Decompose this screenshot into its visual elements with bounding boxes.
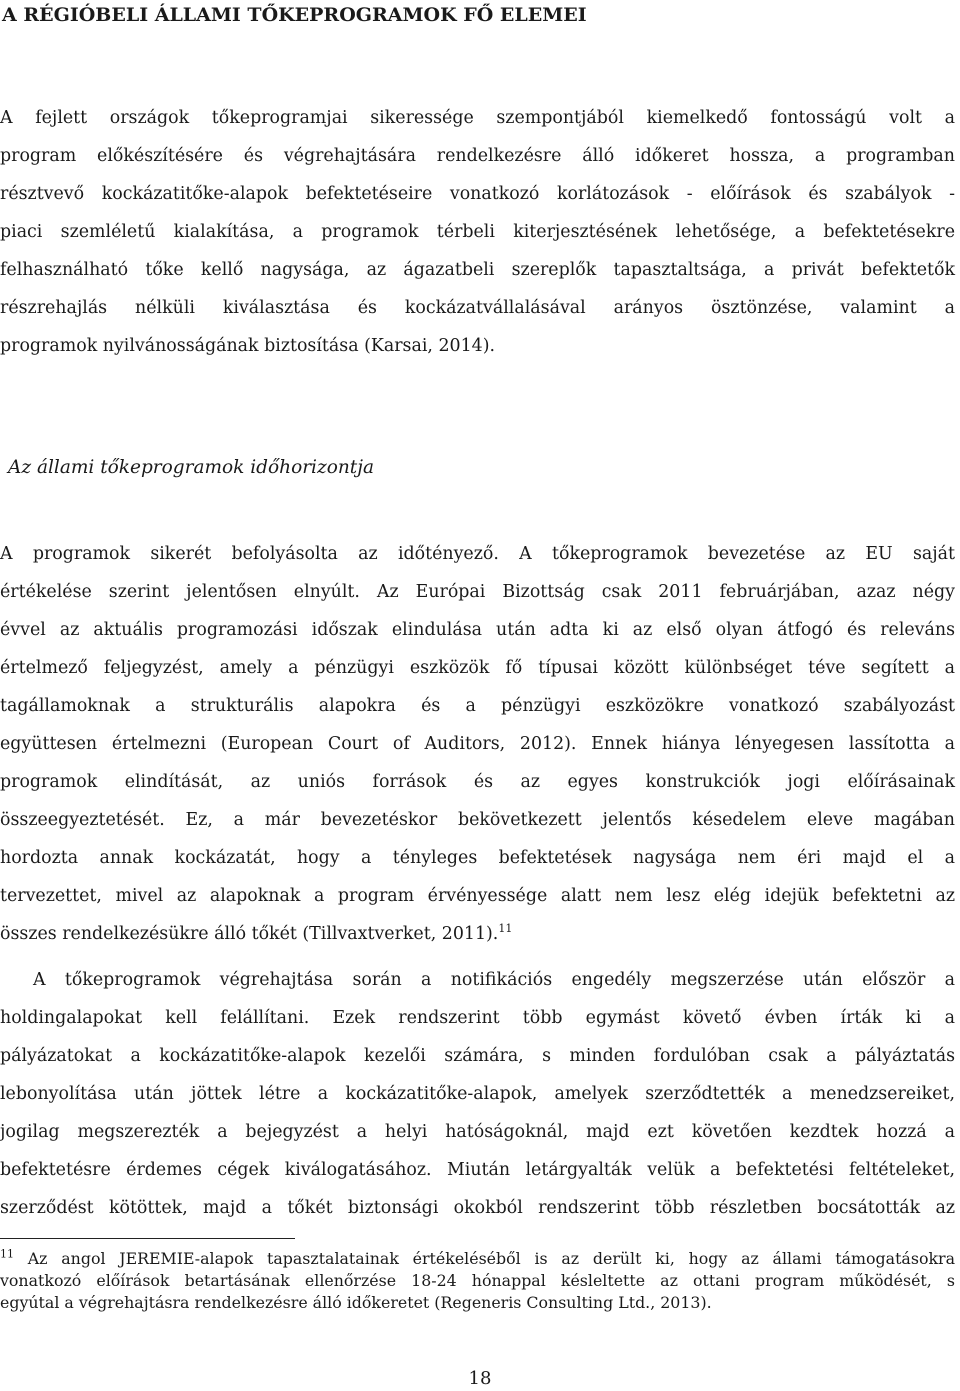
footnote <box>0 1248 960 1314</box>
paragraph-line: összeegyeztetését. Ez, a már bevezetéskor bekövetkezett jelentős késedelem eleve magában <box>0 810 955 830</box>
paragraph-3 <box>0 961 960 1227</box>
paragraph-1 <box>0 99 960 365</box>
paragraph-line: együttesen értelmezni (European Court of Auditors, 2012). Ennek hiánya lényegesen lassította a <box>0 734 955 754</box>
paragraph-line: értékelése szerint jelentősen elnyúlt. Az Európai Bizottság csak 2011 februárjában, azaz négy <box>0 582 955 602</box>
paragraph-line: A fejlett országok tőkeprogramjai sikeressége szempontjából kiemelkedő fontosságú volt a <box>0 108 955 128</box>
page-number: 18 <box>468 1368 492 1389</box>
footnote-line: vonatkozó előírások betartásának ellenőrzése 18-24 hónappal késleltette az ottani program működését, s <box>0 1271 955 1290</box>
subsection-heading: Az állami tőkeprogramok időhorizontja <box>8 457 374 478</box>
paragraph-line: lebonyolítása után jöttek létre a kockázatitőke-alapok, amelyek szerződtették a menedzsereiket, <box>0 1084 955 1104</box>
paragraph-line: tervezettet, mivel az alapoknak a program érvényessége alatt nem lesz elég idejük befektetni az <box>0 886 955 906</box>
paragraph-line: A tőkeprogramok végrehajtása során a notifikációs engedély megszerzése után először a <box>33 970 955 990</box>
footnote-line: egyútal a végrehajtásra rendelkezésre álló időkeretet (Regeneris Consulting Ltd., 2013). <box>0 1293 712 1312</box>
paragraph-line: értelmező feljegyzést, amely a pénzügyi eszközök fő típusai között különbséget téve segített a <box>0 658 955 678</box>
footnote-divider <box>0 1238 295 1239</box>
paragraph-line: szerződést kötöttek, majd a tőkét biztonsági okokból rendszerint több részletben bocsátották az <box>0 1198 955 1218</box>
paragraph-line: program előkészítésére és végrehajtására rendelkezésre álló időkeret hossza, a programban <box>0 146 955 166</box>
paragraph-line <box>0 915 955 953</box>
paragraph-line: befektetésre érdemes cégek kiválogatásához. Miután letárgyalták velük a befektetési feltételeket, <box>0 1160 955 1180</box>
paragraph-line: holdingalapokat kell felállítani. Ezek rendszerint több egymást követő évben írták ki a <box>0 1008 955 1028</box>
footnote-line-text: Az angol JEREMIE-alapok tapasztalatainak értékeléséből is az derült ki, hogy az állami támogatásokra <box>27 1249 955 1268</box>
paragraph-line: felhasználható tőke kellő nagysága, az ágazatbeli szereplők tapasztaltsága, a privát befektetők <box>0 260 955 280</box>
paragraph-line: programok nyilvánosságának biztosítása (Karsai, 2014). <box>0 336 496 356</box>
paragraph-line: A programok sikerét befolyásolta az időtényező. A tőkeprogramok bevezetése az EU saját <box>0 544 955 564</box>
section-heading: A RÉGIÓBELI ÁLLAMI TŐKEPROGRAMOK FŐ ELEMEI <box>2 4 587 26</box>
paragraph-line: programok elindítását, az uniós források és az egyes konstrukciók jogi előírásainak <box>0 772 955 792</box>
paragraph-line: részrehajlás nélküli kiválasztása és kockázatvállalásával arányos ösztönzése, valamint a <box>0 298 955 318</box>
paragraph-line-text: összes rendelkezésükre álló tőkét (Tillvaxtverket, 2011). <box>0 924 499 944</box>
paragraph-line: tagállamoknak a strukturális alapokra és a pénzügyi eszközökre vonatkozó szabályozást <box>0 696 955 716</box>
paragraph-line: pályázatokat a kockázatitőke-alapok kezelői számára, s minden fordulóban csak a pályáztatás <box>0 1046 955 1066</box>
paragraph-2 <box>0 535 960 953</box>
footnote-reference[interactable]: 11 <box>498 922 513 936</box>
paragraph-line: résztvevő kockázatitőke-alapok befektetéseire vonatkozó korlátozások - előírások és szabályok - <box>0 184 955 204</box>
paragraph-line: piaci szemléletű kialakítása, a programok térbeli kiterjesztésének lehetősége, a befektetésekre <box>0 222 955 242</box>
paragraph-line: hordozta annak kockázatát, hogy a tényleges befektetések nagysága nem éri majd el a <box>0 848 955 868</box>
paragraph-line: évvel az aktuális programozási időszak elindulása után adta ki az első olyan átfogó és releváns <box>0 620 955 640</box>
paragraph-line: jogilag megszerezték a bejegyzést a helyi hatóságoknál, majd ezt követően kezdtek hozzá a <box>0 1122 955 1142</box>
footnote-line <box>0 1248 955 1270</box>
footnote-number: 11 <box>0 1247 14 1261</box>
